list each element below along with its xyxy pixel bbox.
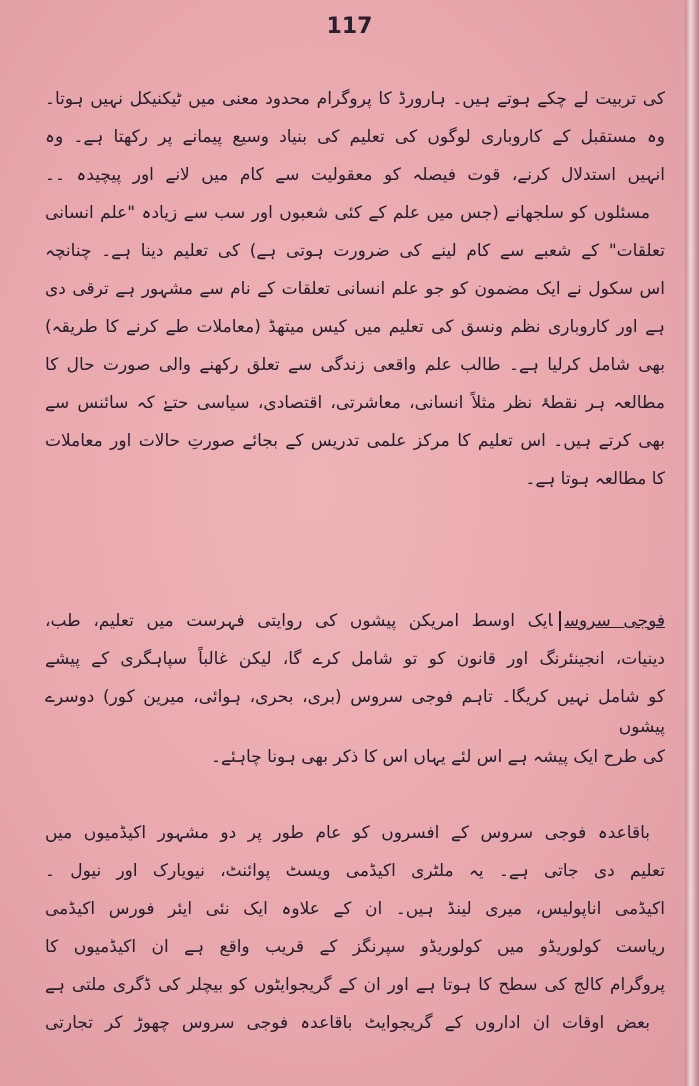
text-line: بھی کرتے ہیں۔ اس تعلیم کا مرکز علمی تدریس کے بجائے صورتِ حالات اور معاملات [45,431,665,451]
text-line: ریاست کولوریڈو میں کولوریڈو سپرنگز کے قریب واقع ہے ان اکیڈمیوں کا [45,937,665,957]
page-number: 117 [326,14,373,39]
text-line: دینیات، انجینئرنگ اور قانون کو تو شامل کرے گا، لیکن غالباً سپاہگری کے پیشے [45,649,665,669]
text-line: وہ مستقبل کے کاروباری لوگوں کی تعلیم کی بنیاد وسیع پیمانے پر رکھتا ہے۔ وہ [45,127,665,147]
text-line: اکیڈمی اناپولیس، میری لینڈ ہیں۔ ان کے علاوہ ایک نئی ایئر فورس اکیڈمی [45,899,665,919]
text-line: ایک اوسط امریکن پیشوں کی روایتی فہرست میں تعلیم، طب، [45,611,553,631]
text-line: کو شامل نہیں کریگا۔ تاہم فوجی سروس (بری، بحری، ہوائی، میرین کور) دوسرے پیشوں [45,687,665,737]
text-line: باقاعدہ فوجی سروس کے افسروں کو عام طور پر دو مشہور اکیڈمیوں میں [45,823,650,843]
text-line: کا مطالعہ ہوتا ہے۔ [525,469,665,489]
text-line: اس سکول نے ایک مضمون کو جو علم انسانی تعلقات کے نام سے مشہور ہے ترقی دی [45,279,665,299]
text-line: تعلیم دی جاتی ہے۔ یہ ملٹری اکیڈمی ویسٹ پوائنٹ، نیویارک اور نیول ۔ [45,861,665,881]
page-edge [685,0,699,1086]
text-line: انہیں استدلال کرنے، قوت فیصلہ کو معقولیت سے کام میں لانے اور پیچیدہ ۔۔ [45,165,665,185]
text-line: ہے اور کاروباری نظم ونسق کی تعلیم میں کیس میتھڈ (معاملات طے کرنے کا طریقہ) [45,317,665,337]
text-line: بھی شامل کرلیا ہے۔ طالب علم واقعی زندگی سے تعلق رکھنے والی صورت حال کا [45,355,665,375]
text-line: بعض اوقات ان اداروں کے گریجوایٹ باقاعدہ فوجی سروس چھوڑ کر تجارتی [45,1013,650,1033]
text-line: کی طرح ایک پیشہ ہے اس لئے یہاں اس کا ذکر بھی ہونا چاہئے۔ [211,747,665,767]
section-line [45,606,665,644]
text-line: تعلقات" کے شعبے سے کام لینے کی ضرورت ہوتی ہے) کی تعلیم دینا ہے۔ چنانچہ [45,241,665,261]
text-line: مطالعہ ہر نقطۂ نظر مثلاً انسانی، معاشرتی، اقتصادی، سیاسی حتےٰ کہ سائنس سے [45,393,665,413]
text-line: پروگرام کالج کی سطح کا ہوتا ہے اور ان کے گریجوایٹوں کو بیچلر کی ڈگری ملتی ہے [45,975,665,995]
text-line: مسئلوں کو سلجھانے (جس میں علم کے کئی شعبوں اور سب سے زیادہ "علم انسانی [45,203,650,223]
section-heading: فوجی سروس [559,611,665,631]
text-line: کی تربیت لے چکے ہوتے ہیں۔ ہارورڈ کا پروگرام محدود معنی میں ٹیکنیکل نہیں ہوتا۔ [45,89,665,109]
